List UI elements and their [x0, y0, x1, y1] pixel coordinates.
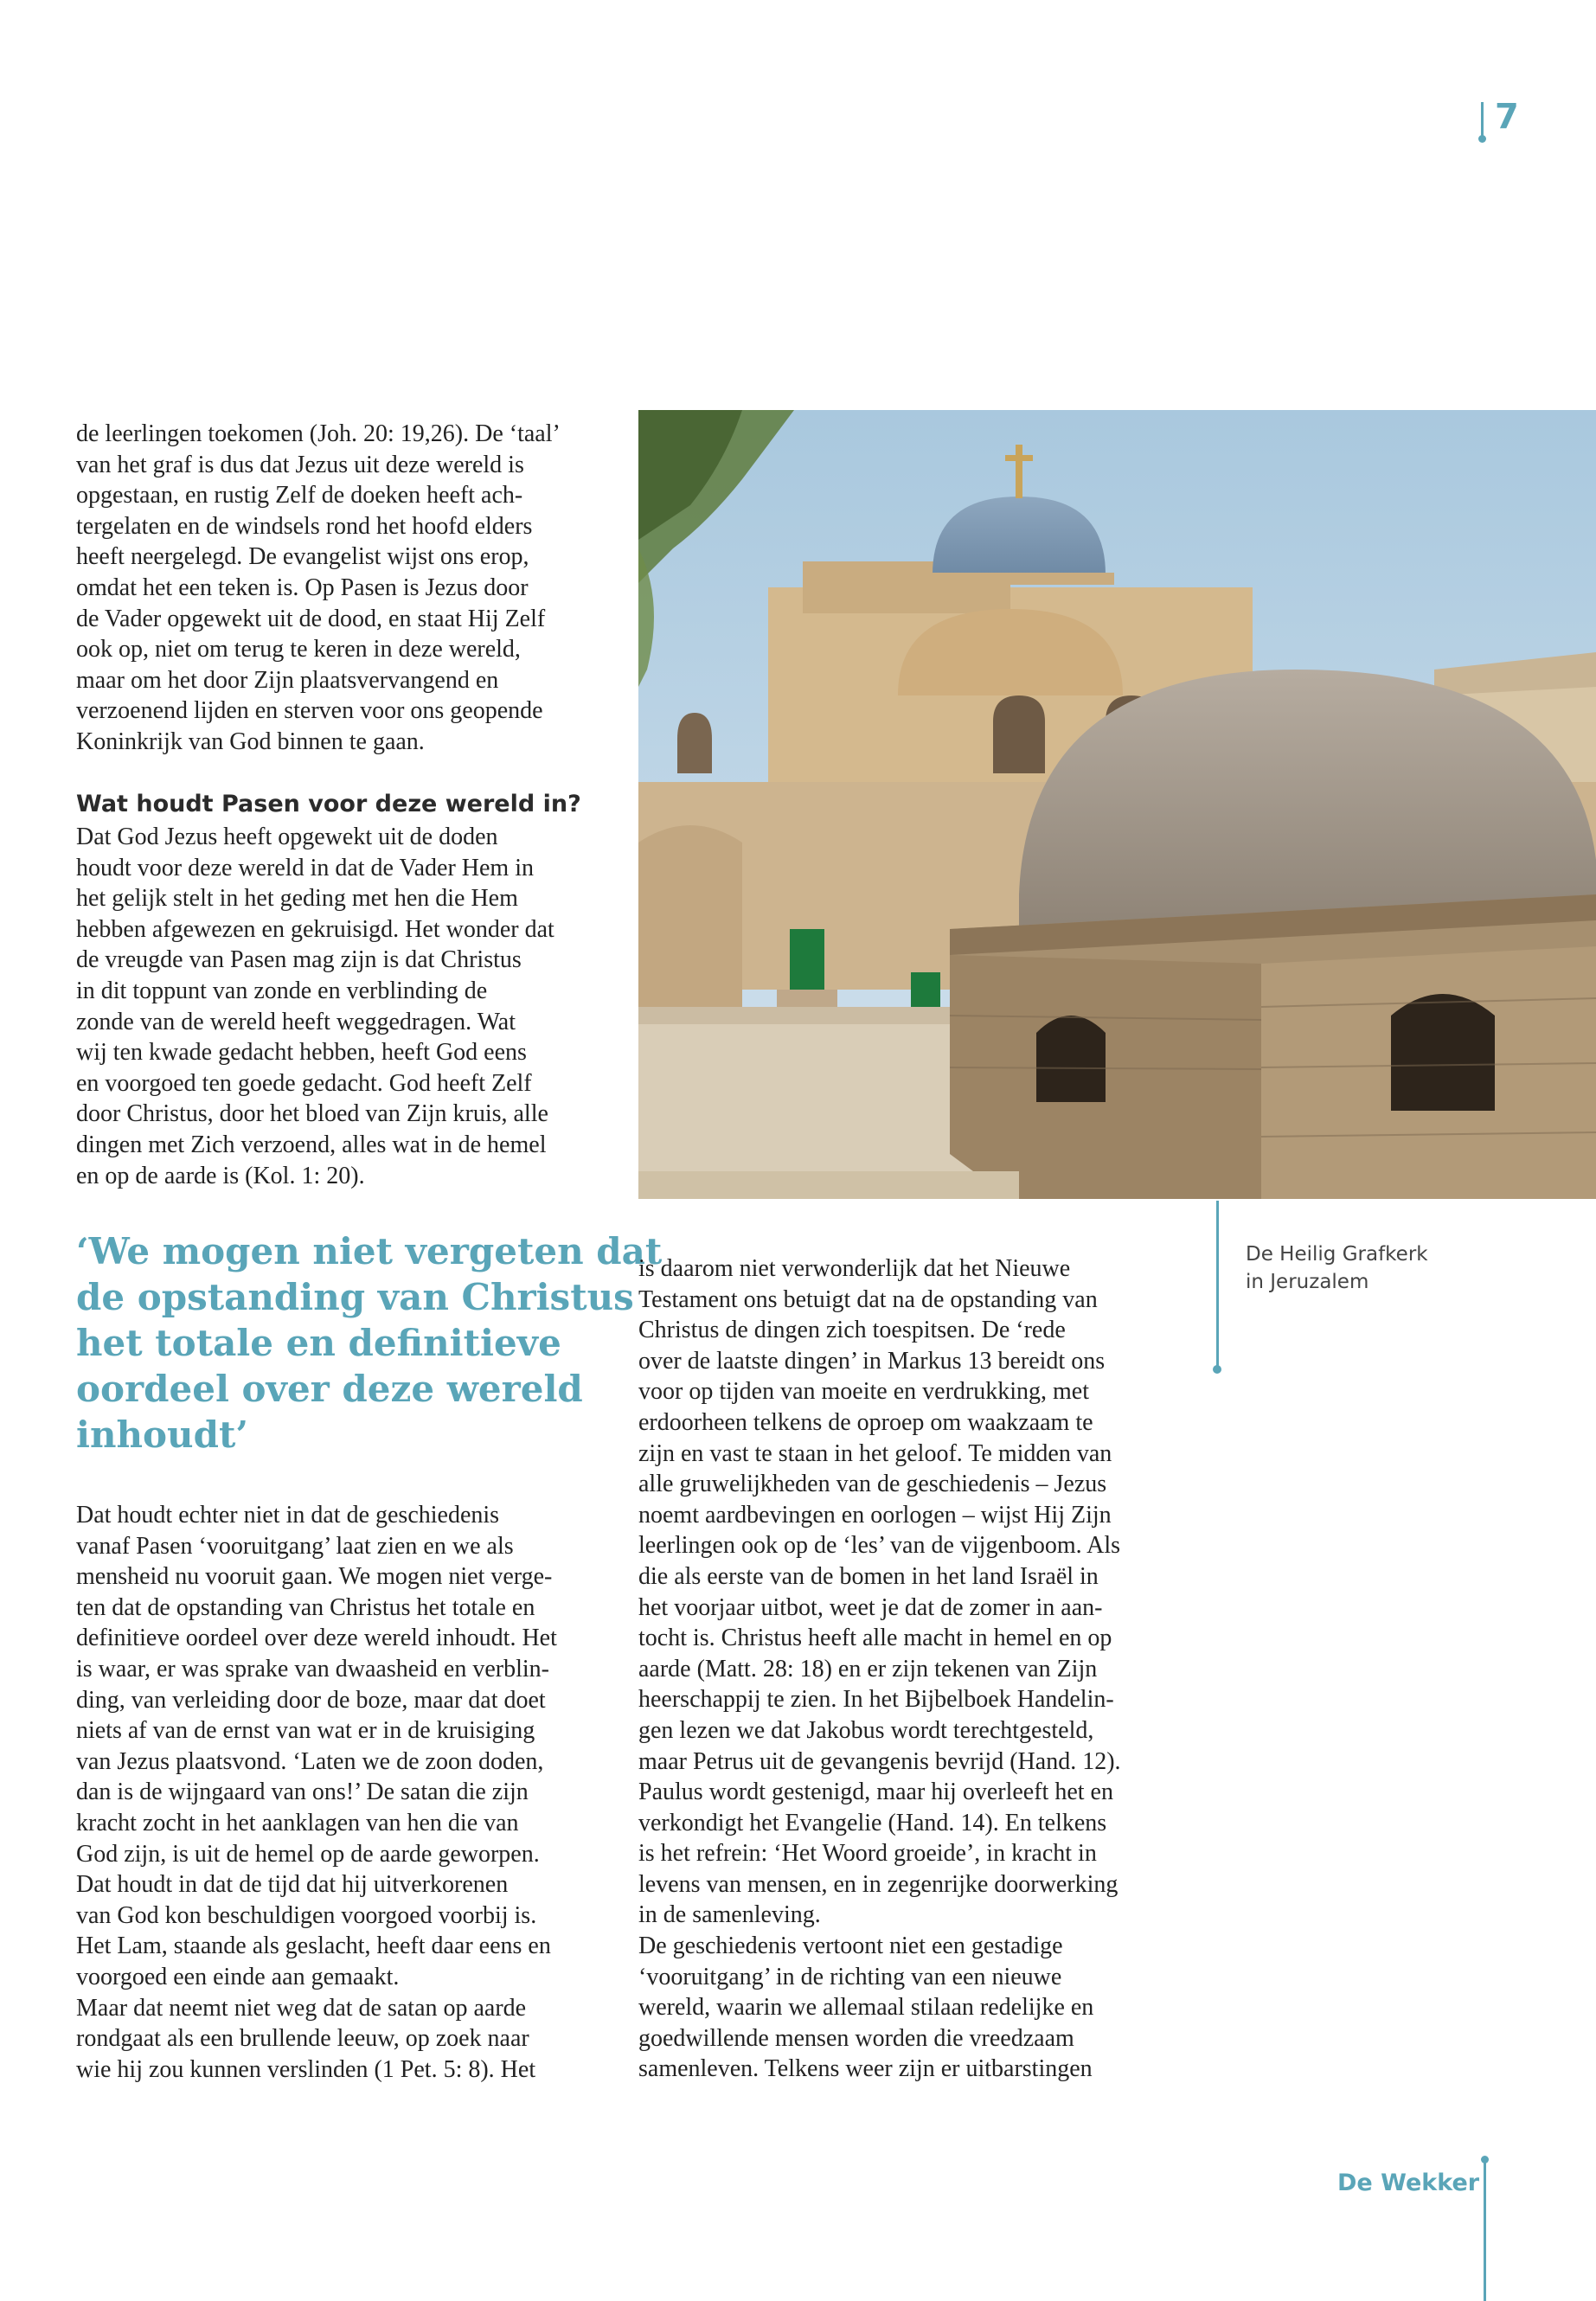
text-line: en voorgoed ten goede gedacht. God heeft Zelf — [76, 1069, 532, 1097]
footer-rule — [1484, 2161, 1486, 2301]
text-line: het voorjaar uitbot, weet je dat de zomer in aan- — [638, 1593, 1103, 1621]
caption-line: in Jeruzalem — [1246, 1271, 1369, 1293]
text-line: ten dat de opstanding van Christus het totale en — [76, 1593, 535, 1621]
column1-mid-text — [76, 822, 595, 1191]
text-line: in de samenleving. — [638, 1901, 821, 1929]
text-line: de vreugde van Pasen mag zijn is dat Christus — [76, 946, 522, 974]
text-line: tergelaten en de windsels rond het hoofd elders — [76, 512, 533, 540]
caption-dot — [1213, 1365, 1221, 1374]
text-line: de Vader opgewekt uit de dood, en staat Hij Zelf — [76, 605, 546, 632]
text-line: Christus de dingen zich toespitsen. De ‘rede — [638, 1317, 1066, 1344]
text-line: van Jezus plaatsvond. ‘Laten we de zoon doden, — [76, 1747, 544, 1775]
text-line: en op de aarde is (Kol. 1: 20). — [76, 1162, 365, 1189]
text-line: Dat houdt echter niet in dat de geschiedenis — [76, 1502, 500, 1529]
text-line: levens van mensen, en in zegenrijke doorwerking — [638, 1870, 1118, 1898]
text-line: Dat houdt in dat de tijd dat hij uitverkorenen — [76, 1871, 509, 1899]
text-line: opgestaan, en rustig Zelf de doeken heeft ach- — [76, 482, 523, 510]
text-line: leerlingen ook op de ‘les’ van de vijgenboom. Als — [638, 1532, 1121, 1560]
text-line: gen lezen we dat Jakobus wordt terechtgesteld, — [638, 1716, 1094, 1744]
text-line: ‘vooruitgang’ in de richting van een nieuwe — [638, 1963, 1062, 1990]
caption-rule — [1216, 1201, 1219, 1367]
text-line: heerschappij te zien. In het Bijbelboek Handelin- — [638, 1686, 1114, 1714]
text-line: wie hij zou kunnen verslinden (1 Pet. 5: 8). Het — [76, 2055, 536, 2083]
church-photo-illustration — [638, 410, 1596, 1199]
text-line: dan is de wijngaard van ons!’ De satan die zijn — [76, 1779, 529, 1806]
text-line: dingen met Zich verzoend, alles wat in de hemel — [76, 1131, 547, 1158]
text-line: in dit toppunt van zonde en verblinding de — [76, 977, 488, 1004]
page-number-rule — [1481, 102, 1484, 137]
text-line: zijn en vast te staan in het geloof. Te midden van — [638, 1439, 1112, 1467]
text-line: heeft neergelegd. De evangelist wijst ons erop, — [76, 543, 529, 571]
text-line: vanaf Pasen ‘vooruitgang’ laat zien en we als — [76, 1532, 514, 1560]
text-line: tocht is. Christus heeft alle macht in hemel en op — [638, 1625, 1112, 1652]
text-line: Het Lam, staande als geslacht, heeft daar eens en — [76, 1932, 551, 1960]
text-line: is daarom niet verwonderlijk dat het Nieuwe — [638, 1255, 1071, 1282]
page-number: 7 — [1495, 97, 1519, 137]
pull-quote-line: oordeel over deze wereld — [76, 1368, 583, 1410]
church-photo — [638, 410, 1596, 1199]
text-line: verkondigt het Evangelie (Hand. 14). En telkens — [638, 1809, 1107, 1836]
column1-bottom-text — [76, 1500, 595, 2085]
text-line: definitieve oordeel over deze wereld inhoudt. Het — [76, 1625, 557, 1652]
text-line: alle gruwelijkheden van de geschiedenis – Jezus — [638, 1471, 1107, 1498]
text-line: over de laatste dingen’ in Markus 13 bereidt ons — [638, 1347, 1106, 1375]
text-line: Koninkrijk van God binnen te gaan. — [76, 727, 425, 755]
text-line: van het graf is dus dat Jezus uit deze wereld is — [76, 451, 524, 478]
section-subheading: Wat houdt Pasen voor deze wereld in? — [76, 791, 581, 817]
pull-quote — [76, 1228, 663, 1458]
page-number-dot — [1478, 135, 1486, 143]
pull-quote-line: inhoudt’ — [76, 1413, 248, 1456]
text-line: noemt aardbevingen en oorlogen – wijst Hij Zijn — [638, 1501, 1112, 1529]
text-line: voorgoed een einde aan gemaakt. — [76, 1963, 400, 1990]
text-line: verzoenend lijden en sterven voor ons geopende — [76, 697, 543, 725]
text-line: Maar dat neemt niet weg dat de satan op aarde — [76, 1994, 527, 2022]
text-line: van God kon beschuldigen voorgoed voorbij is. — [76, 1901, 537, 1929]
text-line: God zijn, is uit de hemel op de aarde geworpen. — [76, 1840, 540, 1868]
text-line: wij ten kwade gedacht hebben, heeft God eens — [76, 1039, 527, 1067]
text-line: Dat God Jezus heeft opgewekt uit de doden — [76, 824, 498, 850]
text-line: is het refrein: ‘Het Woord groeide’, in kracht in — [638, 1840, 1097, 1868]
text-line: door Christus, door het bloed van Zijn kruis, alle — [76, 1100, 548, 1128]
text-line: kracht zocht in het aanklagen van hen die van — [76, 1809, 519, 1836]
magazine-name: De Wekker — [1337, 2170, 1480, 2196]
pull-quote-line: de opstanding van Christus — [76, 1276, 634, 1318]
text-line: Testament ons betuigt dat na de opstanding van — [638, 1285, 1098, 1313]
caption-line: De Heilig Grafkerk — [1246, 1243, 1428, 1266]
text-line: erdoorheen telkens de oproep om waakzaam te — [638, 1408, 1093, 1436]
pull-quote-line: het totale en definitieve — [76, 1322, 561, 1364]
text-line: Paulus wordt gestenigd, maar hij overleeft het en — [638, 1779, 1113, 1806]
text-line: omdat het een teken is. Op Pasen is Jezus door — [76, 574, 529, 601]
text-line: aarde (Matt. 28: 18) en er zijn tekenen van Zijn — [638, 1655, 1098, 1682]
text-line: houdt voor deze wereld in dat de Vader Hem in — [76, 854, 534, 881]
text-line: ook op, niet om terug te keren in deze wereld, — [76, 636, 521, 663]
photo-caption — [1246, 1240, 1428, 1296]
text-line: het gelijk stelt in het geding met hen die Hem — [76, 885, 518, 913]
text-line: samenleven. Telkens weer zijn er uitbarstingen — [638, 2055, 1093, 2083]
text-line: wereld, waarin we allemaal stilaan redelijke en — [638, 1994, 1094, 2022]
pull-quote-line: ‘We mogen niet vergeten dat — [76, 1230, 663, 1272]
column2-text — [638, 1253, 1175, 2085]
text-line: hebben afgewezen en gekruisigd. Het wonder dat — [76, 915, 554, 943]
text-line: voor op tijden van moeite en verdrukking, met — [638, 1378, 1089, 1406]
text-line: maar om het door Zijn plaatsvervangend en — [76, 666, 499, 694]
column1-top-text — [76, 419, 595, 758]
text-line: ding, van verleiding door de boze, maar dat doet — [76, 1686, 546, 1714]
text-line: niets af van de ernst van wat er in de kruisiging — [76, 1717, 535, 1745]
text-line: mensheid nu vooruit gaan. We mogen niet verge- — [76, 1563, 553, 1591]
text-line: rondgaat als een brullende leeuw, op zoek naar — [76, 2025, 529, 2053]
text-line: de leerlingen toekomen (Joh. 20: 19,26). De ‘taal’ — [76, 420, 561, 447]
text-line: die als eerste van de bomen in het land Israël in — [638, 1562, 1099, 1590]
text-line: De geschiedenis vertoont niet een gestadige — [638, 1932, 1063, 1960]
text-line: zonde van de wereld heeft weggedragen. Wat — [76, 1008, 516, 1035]
text-line: goedwillende mensen worden die vreedzaam — [638, 2024, 1074, 2052]
text-line: maar Petrus uit de gevangenis bevrijd (Hand. 12). — [638, 1747, 1121, 1775]
text-line: is waar, er was sprake van dwaasheid en verblin- — [76, 1655, 549, 1682]
